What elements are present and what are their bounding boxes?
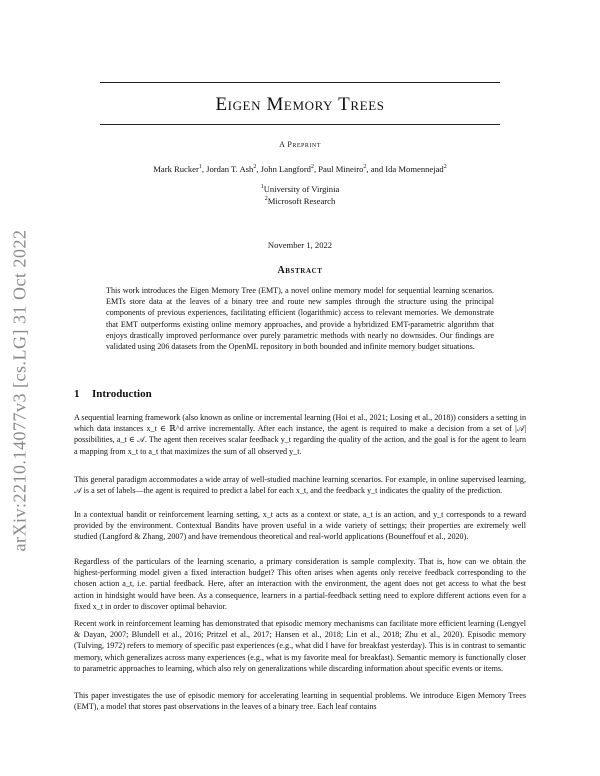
paragraph: Regardless of the particulars of the learning scenario, a primary consideration is sample complexity. That is, how can we obtain the highest-performing model given a fixed interaction budget? This often arises when agents only receive feedback corresponding to the chosen action a_t, i.e. partial feedback. Here, after an interaction with the environment, the agent does not get access to what the best action in hindsight would have been. As a consequence, learners in a partial-feedback setting need to explore different actions even for a fixed x_t in order to discover optimal behavior. — [74, 557, 526, 611]
author-list: Mark Rucker$^1$, Jordan T. Ash$^2$, John Langford$^2$, Paul Mineiro$^2$, and Ida Momennejad$^2$ — [153, 164, 447, 174]
author: and Ida Momennejad — [370, 164, 444, 174]
arxiv-stamp: arXiv:2210.14077v3 [cs.LG] 31 Oct 2022 — [9, 229, 30, 552]
paragraph: A sequential learning framework (also known as online or incremental learning (Hoi et al., 2021; Losing et al., 2018)) considers a setting in which data instances x_t ∈ ℝ^d arrive incrementally. After each instance, the agent is required to make a decision from a set of |𝒜| possibilities, a_t ∈ 𝒜. The agent then receives scalar feedback y_t regarding the quality of the action, and the goal is for the agent to learn a mapping from x_t to a_t that maximizes the sum of all observed y_t. — [74, 413, 526, 456]
author: Paul Mineiro — [318, 164, 364, 174]
affiliation: $^1$University of Virginia — [260, 184, 340, 194]
paragraph: This paper investigates the use of episodic memory for accelerating learning in sequential problems. We introduce Eigen Memory Trees (EMT), a model that stores past observations in the leaves of a binary tree. Each leaf contains — [74, 691, 526, 712]
paragraph: Recent work in reinforcement learning has demonstrated that episodic memory mechanisms can facilitate more efficient learning (Lengyel & Dayan, 2007; Blundell et al., 2016; Pritzel et al., 2017; Hansen et al., 2018; Lin et al., 2018; Zhu et al., 2020). Episodic memory (Tulving, 1972) refers to memory of specific past experiences (e.g., what did I have for breakfast yesterday). This is in contrast to semantic memory, which generalizes across many experiences (e.g., what is my favorite meal for breakfast). Semantic memory is functionally closer to parametric approaches to learning, which also rely on generalizations while discarding information about specific events or items. — [74, 619, 526, 673]
abstract-text: This work introduces the Eigen Memory Tree (EMT), a novel online memory model for sequential learning scenarios. EMTs store data at the leaves of a binary tree and route new samples through the structure using the principal components of previous experiences, facilitating efficient (logarithmic) access to relevant memories. We demonstrate that EMT outperforms existing online memory approaches, and provide a hybridized EMT-parametric algorithm that enjoys drastically improved performance over purely parametric methods with nearly no downsides. Our findings are validated using 206 datasets from the OpenML repository in both bounded and infinite memory budget situations. — [106, 286, 494, 352]
author: John Langford — [260, 164, 311, 174]
paragraph: This general paradigm accommodates a wide array of well-studied machine learning scenarios. For example, in online supervised learning, 𝒜 is a set of labels—the agent is required to predict a label for each x_t, and the feedback y_t indicates the quality of the prediction. — [74, 475, 526, 496]
author: Mark Rucker — [153, 164, 199, 174]
title-rule-bottom — [100, 124, 500, 125]
preprint-label: A Preprint — [279, 140, 321, 149]
section-heading: 1 Introduction — [74, 388, 152, 400]
paragraph: In a contextual bandit or reinforcement learning setting, x_t acts as a context or state, a_t is an action, and y_t corresponds to a reward provided by the environment. Contextual Bandits have proven useful in a wide variety of settings; their properties are extremely well studied (Langford & Zhang, 2007) and have tremendous theoretical and real-world applications (Bouneffouf et al., 2020). — [74, 510, 526, 542]
paper-title: Eigen Memory Trees — [215, 94, 385, 115]
title-rule-top — [100, 82, 500, 83]
paper-date: November 1, 2022 — [267, 240, 333, 250]
author: Jordan T. Ash — [206, 164, 254, 174]
affiliation: $^2$Microsoft Research — [264, 196, 336, 206]
abstract-heading: Abstract — [277, 265, 323, 276]
